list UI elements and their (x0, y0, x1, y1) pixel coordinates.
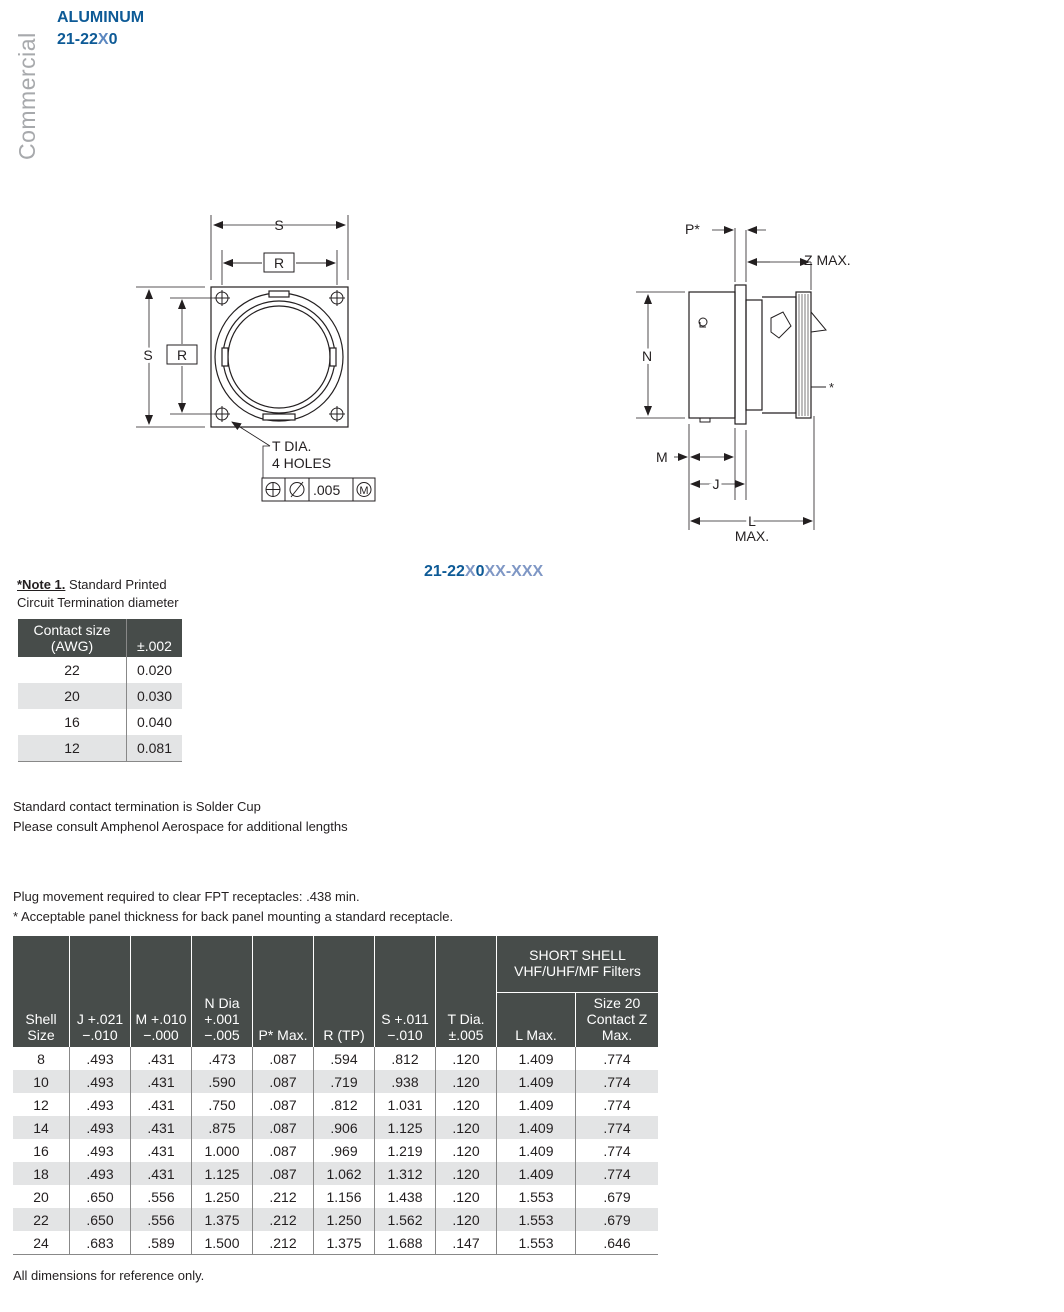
material-title: ALUMINUM (57, 9, 145, 26)
table-cell: .683 (70, 1231, 131, 1255)
dim-s-left: S (143, 347, 153, 363)
table-cell: 1.409 (497, 1116, 576, 1139)
table-cell: 1.250 (192, 1185, 253, 1208)
table-cell: .493 (70, 1070, 131, 1093)
table-cell: .212 (253, 1231, 314, 1255)
table-row (13, 1185, 658, 1208)
table-cell: .493 (70, 1139, 131, 1162)
table-cell: 1.375 (192, 1208, 253, 1231)
table-cell: .556 (131, 1185, 192, 1208)
table-cell: .431 (131, 1047, 192, 1070)
table-cell: .679 (576, 1185, 659, 1208)
table-row (13, 1208, 658, 1231)
table-cell: 1.409 (497, 1093, 576, 1116)
table-cell: 1.125 (375, 1116, 436, 1139)
table-cell: .493 (70, 1047, 131, 1070)
table-cell: .774 (576, 1116, 659, 1139)
table-row (13, 1116, 658, 1139)
table-cell: .650 (70, 1208, 131, 1231)
dim-p: P* (685, 221, 700, 237)
clearance-notes: Plug movement required to clear FPT receptacles: .438 min. * Acceptable panel thickness for back panel mounting a standard receptacle. (13, 889, 454, 924)
table-cell: .493 (70, 1116, 131, 1139)
table-cell: .120 (436, 1093, 497, 1116)
table-row (13, 1070, 658, 1093)
table-cell: .493 (70, 1093, 131, 1116)
table-cell: .650 (70, 1185, 131, 1208)
dim-r-top: R (273, 255, 285, 271)
table-cell: .120 (436, 1139, 497, 1162)
table-cell: 18 (13, 1162, 70, 1185)
table-cell: .646 (576, 1231, 659, 1255)
section-label: Commercial (14, 32, 40, 160)
series-title: 21-22X0 (57, 31, 118, 48)
table-cell: .774 (576, 1162, 659, 1185)
dim-l-max: MAX. (734, 528, 770, 544)
table-cell: 1.500 (192, 1231, 253, 1255)
table-cell: 1.688 (375, 1231, 436, 1255)
table-cell: .431 (131, 1162, 192, 1185)
asterisk-mark: * (829, 380, 835, 395)
table-cell: 24 (13, 1231, 70, 1255)
table-cell: .906 (314, 1116, 375, 1139)
table-cell: .212 (253, 1185, 314, 1208)
table-cell: .120 (436, 1047, 497, 1070)
dimensions-table: Shell Size J +.021 −.010 M +.010 −.000 N Dia +.001 −.005 P* Max. R (TP) S +.011 −.010 T Dia. ±.005 SHORT SHELL VHF/UHF/MF Filters L Max. Size 20 Contact Z Max. 8 .493 .431 .473 .087 .594 .812 .120 1.409 .774 10 .493 .431 .590 .087 .719 .938 .120 1.409 .774 12 .493 .431 .750 .087 .812 1.031 .120 1.409 .774 14 .493 .431 .875 .087 .906 1.125 .120 1.409 .774 16 .493 .431 1.000 .087 .969 1.219 .120 1.409 .774 18 .493 .431 1.125 .087 1.062 1.312 .120 1.409 .774 20 .650 .556 1.250 .212 1.156 1.438 .120 1.553 .679 22 .650 .556 1.375 .212 1.250 1.562 .120 1.553 .679 24 .683 .589 1.500 .212 1.375 1.688 .147 1.553 .646 (13, 936, 658, 1255)
dim-n: N (641, 348, 653, 364)
contact-size-table (18, 619, 182, 762)
dim-j: J (712, 476, 720, 492)
table-cell: .087 (253, 1047, 314, 1070)
table-cell: .087 (253, 1116, 314, 1139)
table-cell: 1.000 (192, 1139, 253, 1162)
table-cell: .493 (70, 1162, 131, 1185)
table-cell: 1.409 (497, 1162, 576, 1185)
side-view (636, 228, 826, 530)
dim-s-top: S (274, 217, 284, 233)
table-cell: .750 (192, 1093, 253, 1116)
table-cell: .087 (253, 1162, 314, 1185)
table-cell: .774 (576, 1070, 659, 1093)
table-cell: 1.375 (314, 1231, 375, 1255)
table-row: 12 0.081 (18, 735, 182, 762)
table-row: 20 0.030 (18, 683, 182, 709)
table-cell: .679 (576, 1208, 659, 1231)
table-cell: 1.156 (314, 1185, 375, 1208)
table-cell: .774 (576, 1139, 659, 1162)
table-cell: .431 (131, 1116, 192, 1139)
table-cell: 1.553 (497, 1185, 576, 1208)
note-1: *Note 1. Standard Printed Circuit Termination diameter (17, 577, 179, 610)
table-cell: .969 (314, 1139, 375, 1162)
table-row: 16 0.040 (18, 709, 182, 735)
table-cell: .719 (314, 1070, 375, 1093)
table-cell: .938 (375, 1070, 436, 1093)
table-cell: .590 (192, 1070, 253, 1093)
table-cell: 16 (33, 1142, 49, 1159)
table-cell: 1.125 (192, 1162, 253, 1185)
table-cell: .120 (436, 1070, 497, 1093)
table-cell: .556 (131, 1208, 192, 1231)
table-cell: 8 (37, 1050, 45, 1067)
table-cell: .431 (131, 1139, 192, 1162)
table-cell: 10 (13, 1070, 70, 1093)
front-view (136, 215, 375, 501)
header-contact-size: Contact size (AWG) (18, 619, 127, 657)
table-cell: .087 (253, 1070, 314, 1093)
table-cell: .087 (253, 1139, 314, 1162)
table-cell: .812 (314, 1093, 375, 1116)
table-cell: .147 (436, 1231, 497, 1255)
table-cell: 1.409 (497, 1047, 576, 1070)
table-cell: .473 (192, 1047, 253, 1070)
table-cell: 20 (33, 1188, 49, 1205)
table-cell: 1.031 (375, 1093, 436, 1116)
table-cell: 1.438 (375, 1185, 436, 1208)
table-cell: .431 (131, 1070, 192, 1093)
table-row (13, 1093, 658, 1116)
group-header: SHORT SHELL VHF/UHF/MF Filters (497, 936, 659, 993)
dim-r-left: R (176, 347, 188, 363)
table-cell: 1.062 (314, 1162, 375, 1185)
tolerance-value: .005 (313, 482, 341, 498)
table-cell: 1.553 (497, 1208, 576, 1231)
table-cell: .120 (436, 1185, 497, 1208)
t-dia-label: T DIA. (272, 438, 312, 454)
modifier-symbol: M (359, 485, 369, 497)
table-cell: 1.553 (497, 1231, 576, 1255)
table-cell: 12 (33, 1096, 49, 1113)
table-cell: .875 (192, 1116, 253, 1139)
termination-notes: Standard contact termination is Solder Cup Please consult Amphenol Aerospace for additional lengths (13, 799, 348, 834)
header-tolerance: ±.002 (127, 619, 183, 657)
table-cell: 1.219 (375, 1139, 436, 1162)
holes-label: 4 HOLES (272, 455, 332, 471)
table-cell: 1.250 (314, 1208, 375, 1231)
dim-z: Z MAX. (804, 252, 851, 268)
table-cell: 1.409 (497, 1139, 576, 1162)
table-row (13, 1231, 658, 1255)
note-1-title: *Note 1. (17, 577, 66, 592)
table-row (13, 1139, 658, 1162)
table-cell: 14 (13, 1116, 70, 1139)
table-row: 22 0.020 (18, 657, 182, 683)
dim-m: M (656, 449, 668, 465)
dim-l: L (748, 513, 756, 529)
table-cell: .812 (375, 1047, 436, 1070)
table-cell: .774 (576, 1093, 659, 1116)
table-cell: .087 (253, 1093, 314, 1116)
table-cell: 1.562 (375, 1208, 436, 1231)
table-row (13, 1047, 658, 1070)
table-cell: 22 (13, 1208, 70, 1231)
footer-note: All dimensions for reference only. (13, 1268, 205, 1283)
table-cell: 1.409 (497, 1070, 576, 1093)
table-cell: .120 (436, 1116, 497, 1139)
connector-drawing (0, 0, 1064, 560)
table-cell: .774 (576, 1047, 659, 1070)
table-cell: .212 (253, 1208, 314, 1231)
table-cell: .431 (131, 1093, 192, 1116)
table-cell: .589 (131, 1231, 192, 1255)
table-cell: .594 (314, 1047, 375, 1070)
table-cell: .120 (436, 1162, 497, 1185)
part-number: 21-22X0XX-XXX (424, 563, 544, 580)
table-row (13, 1162, 658, 1185)
table-cell: 1.312 (375, 1162, 436, 1185)
table-cell: .120 (436, 1208, 497, 1231)
